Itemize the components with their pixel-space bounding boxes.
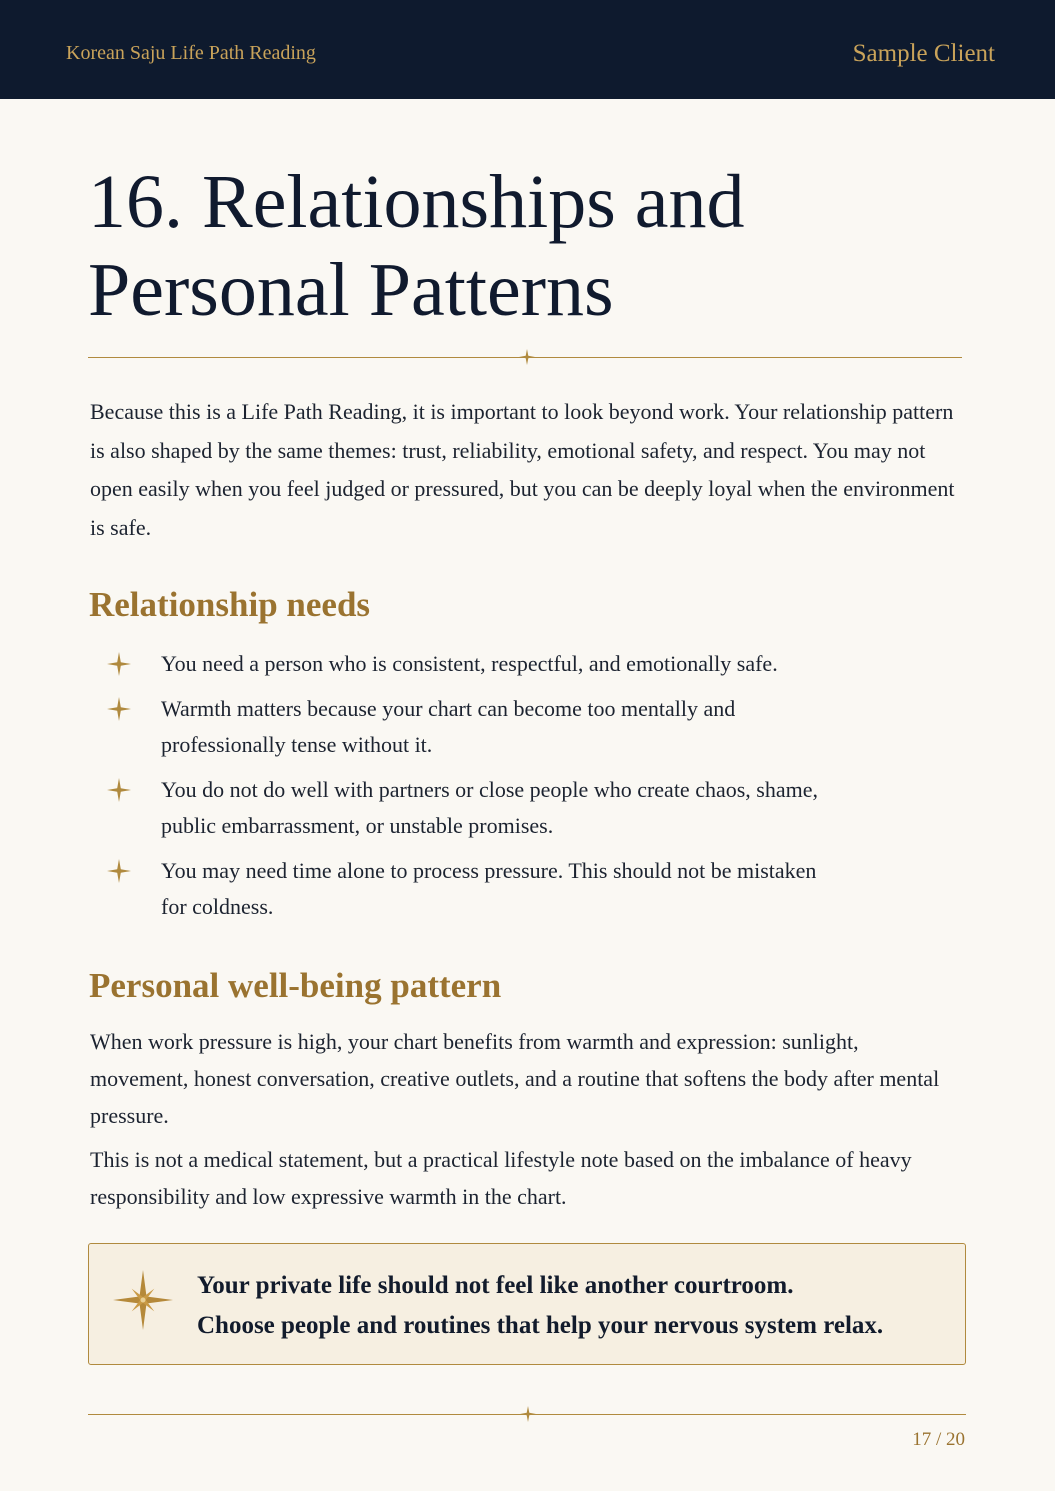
list-item-text-line2: professionally tense without it. <box>161 732 433 757</box>
page-header-bar <box>0 0 1055 99</box>
list-item-text-line1: You do not do well with partners or close people who create chaos, shame, <box>161 777 818 802</box>
list-item-text-line1: You need a person who is consistent, respectful, and emotionally safe. <box>161 651 778 676</box>
footer-star-icon <box>520 1406 536 1422</box>
sparkle-bullet-icon <box>106 777 132 803</box>
divider-star-icon <box>519 349 535 365</box>
intro-paragraph: Because this is a Life Path Reading, it is important to look beyond work. Your relationship pattern is also shaped by the same themes: trust, reliability, emotional safety, and respect. You may not open easily when you feel judged or pressured, but you can be deeply loyal when the environment is safe. <box>90 399 955 540</box>
list-item-text-line2: for coldness. <box>161 894 274 919</box>
list-item-text-line1: You may need time alone to process pressure. This should not be mistaken <box>161 858 817 883</box>
compass-star-icon <box>111 1268 175 1332</box>
list-item-text-line1: Warmth matters because your chart can become too mentally and <box>161 696 736 721</box>
relationship-needs-heading: Relationship needs <box>89 585 371 624</box>
sparkle-bullet-icon <box>106 651 132 677</box>
section-title <box>88 158 968 334</box>
page-number: 17 / 20 <box>912 1429 965 1450</box>
list-item-text-line2: public embarrassment, or unstable promises. <box>161 813 554 838</box>
callout-text <box>197 1266 957 1346</box>
wellbeing-heading: Personal well-being pattern <box>89 966 502 1005</box>
client-name: Sample Client <box>852 40 995 67</box>
callout-box <box>88 1243 966 1365</box>
sparkle-bullet-icon <box>106 696 132 722</box>
section-title-line2: Personal Patterns <box>88 248 614 332</box>
callout-line2: Choose people and routines that help your nervous system relax. <box>197 1312 884 1339</box>
wellbeing-paragraph-1: When work pressure is high, your chart benefits from warmth and expression: sunlight, movement, honest conversation, creative outlets, and a routine that softens the body after mental pressure. <box>90 1029 940 1128</box>
report-title: Korean Saju Life Path Reading <box>66 42 316 64</box>
section-title-line1: 16. Relationships and <box>88 160 745 244</box>
sparkle-bullet-icon <box>106 858 132 884</box>
wellbeing-paragraph-2: This is not a medical statement, but a practical lifestyle note based on the imbalance of heavy responsibility and low expressive warmth in the chart. <box>90 1147 912 1209</box>
callout-line1: Your private life should not feel like another courtroom. <box>197 1272 794 1299</box>
